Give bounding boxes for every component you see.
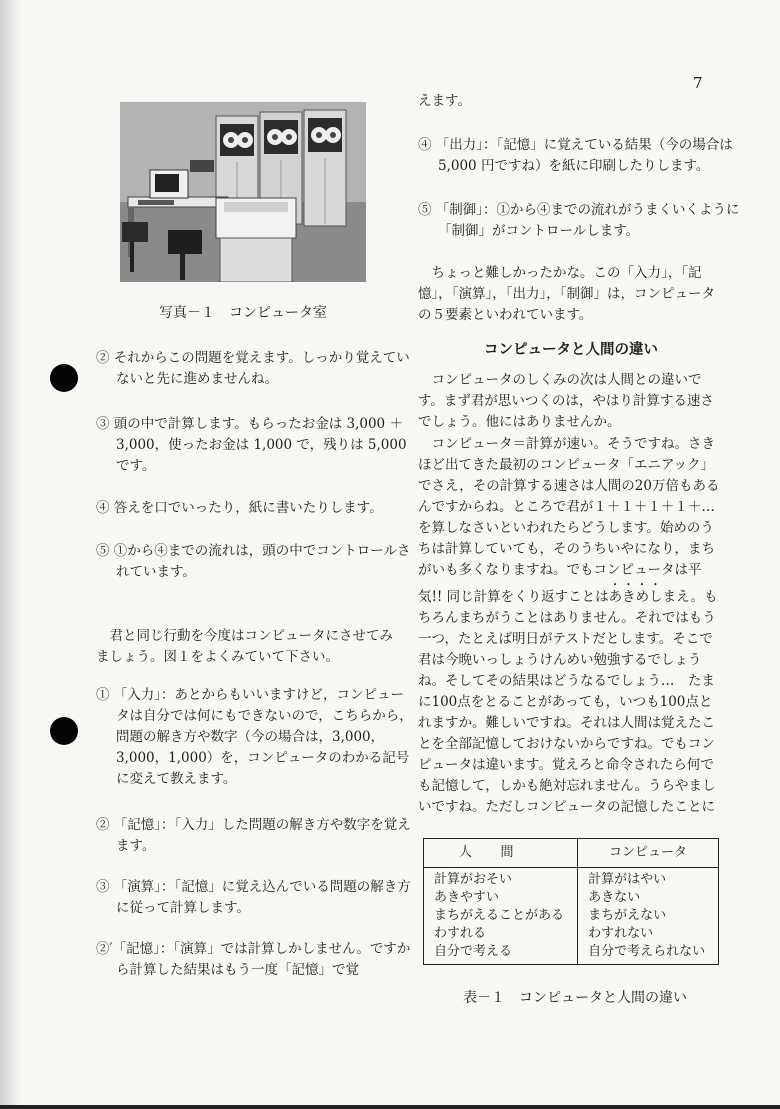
section-heading: コンピュータと人間の違い [484, 342, 658, 358]
text-run: まえ。もちろんまちがうことはありません。それではもう一つ，たとえば明日がテストだとします。そこで君は今晩いっしょうけんめい勉強するでしょうね。そしてその結果はどうなるでしょう… たまに100点をとることがあっても，いつも100点とれますか。難しいですね。それは人間は覚えたことを全部記憶しておけないからですね。でもコンピュータは違います。覚えろと命令されたら何でも記憶して，しかも絶対忘れません。うらやましいですね。ただしコンピュータの記憶したことに [418, 589, 718, 815]
list-item: ⑤ ①から④までの流れは，頭の中でコントロールされています。 [96, 543, 411, 580]
list-item: ③ 頭の中で計算します。もらったお金は 3,000 ＋ 3,000，使ったお金は 1,000 で，残りは 5,000 です。 [96, 416, 407, 474]
list-item: ②′「記憶」：「演算」では計算しかしません。ですから計算した結果はもう一度「記憶」で覚 [96, 941, 411, 978]
list-item: ② 「記憶」：「入力」した問題の解き方や数字を覚えます。 [96, 817, 411, 854]
table-cell: わすれない [588, 926, 654, 941]
table-cell: まちがえない [588, 908, 667, 923]
list-item: ② それからこの問題を覚えます。しっかり覚えていないと先に進めませんね。 [96, 350, 410, 387]
comparison-table [423, 838, 719, 965]
table-cell: 計算がおそい [434, 872, 513, 887]
punch-hole [50, 364, 78, 392]
punch-hole [50, 717, 78, 745]
list-item: ⑤ 「制御」：①から④までの流れがうまくいくように「制御」がコントロールします。 [418, 202, 740, 239]
computer-traits-cell [578, 868, 719, 965]
table-cell: まちがえることがある [434, 908, 565, 923]
photo-caption: 写真－１ コンピュータ室 [159, 305, 327, 321]
table-cell: あきない [588, 890, 641, 905]
list-item: ④ 「出力」：「記憶」に覚えている結果（今の場合は 5,000 円ですね）を紙に印刷したりします。 [418, 137, 733, 174]
paragraph: えます。 [418, 93, 471, 109]
table-cell: わすれる [434, 926, 487, 941]
computer-room-photo [120, 102, 366, 282]
human-traits-cell [424, 868, 578, 965]
list-item: ① 「入力」：あとからもいいますけど，コンピュータは自分では何にもできないので，こちらから，問題の解き方や数字（今の場合は，3,000，3,000，1,000）を，コンピュータのわかる記号に変えて教えます。 [96, 687, 413, 787]
table-caption: 表－１ コンピュータと人間の違い [463, 990, 687, 1006]
table-header-human: 人間 [424, 839, 578, 868]
list-item: ③ 「演算」：「記憶」に覚え込んでいる問題の解き方に従って計算します。 [96, 879, 411, 916]
table-header-computer: コンピュータ [578, 839, 719, 868]
paragraph: ちょっと難しかったかな。この「入力」，「記憶」，「演算」，「出力」，「制御」は，コンピュータの５要素といわれています。 [418, 265, 715, 323]
emphasized-text: あきめし [608, 589, 663, 605]
paragraph: コンピュータのしくみの次は人間との違いです。まず君が思いつくのは，やはり計算する速さでしょう。他にはありませんか。 [418, 372, 714, 430]
table-cell: あきやすい [434, 890, 500, 905]
table-cell: 自分で考えられない [588, 944, 706, 959]
paragraph [418, 434, 724, 818]
table-cell: 自分で考える [434, 944, 513, 959]
text-run: コンピュータ＝計算が速い。そうですね。さきほど出てきた最初のコンピュータ「エニアック」でさえ，その計算する速さは人間の20万倍もあるんですからね。ところで君が１＋１＋１＋１＋…を算しなさいといわれたらどうします。始めのうちは計算していても，そのうちいやになり，まちがいも多くなりますね。でもコンピュータは平気!! 同じ計算をくり返すことは [418, 436, 720, 605]
list-item: ④ 答えを口でいったり，紙に書いたりします。 [96, 500, 383, 516]
page-number: 7 [693, 74, 703, 92]
scan-bottom-edge [0, 1105, 780, 1109]
table-cell: 計算がはやい [588, 872, 667, 887]
scan-edge [0, 0, 22, 1109]
paragraph: 君と同じ行動を今度はコンピュータにさせてみましょう。図１をよくみていて下さい。 [96, 628, 393, 665]
